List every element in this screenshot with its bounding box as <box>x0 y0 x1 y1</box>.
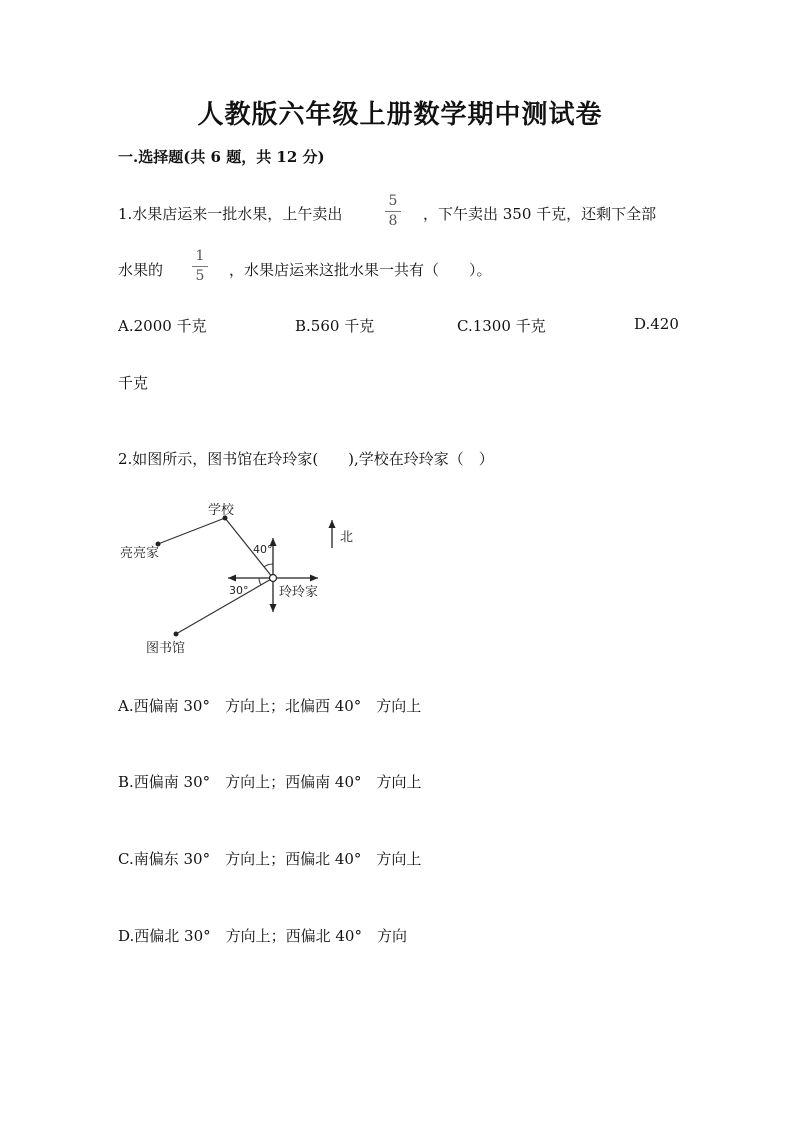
q1-line2-text: 水果的 <box>118 261 164 279</box>
q1-option-b[interactable]: B.560 千克 <box>295 317 375 335</box>
point-lingling <box>270 575 277 582</box>
label-liangliang: 亮亮家 <box>120 546 160 561</box>
q1-option-d-wrap: 千克 <box>118 374 149 392</box>
q2-option-c[interactable]: C.南偏东 30° 方向上；西偏北 40° 方向上 <box>118 850 422 868</box>
fraction-numerator: 5 <box>388 193 398 209</box>
q1-option-c[interactable]: C.1300 千克 <box>457 317 546 335</box>
q1-line2-text-cont: ，水果店运来这批水果一共有（ ）。 <box>229 261 492 279</box>
q1-option-a[interactable]: A.2000 千克 <box>118 317 207 335</box>
line-school-to-liangliang <box>158 518 225 544</box>
q2-option-d[interactable]: D.西偏北 30° 方向上；西偏北 40° 方向 <box>118 927 407 945</box>
point-library <box>174 632 179 637</box>
fraction-denominator: 5 <box>195 268 205 284</box>
label-lingling: 玲玲家 <box>279 585 319 600</box>
angle-arc-30 <box>259 578 261 585</box>
q2-option-b[interactable]: B.西偏南 30° 方向上；西偏南 40° 方向上 <box>118 773 422 791</box>
label-angle-40: 40° <box>253 543 273 556</box>
q2-option-a[interactable]: A.西偏南 30° 方向上；北偏西 40° 方向上 <box>118 697 422 715</box>
q1-option-d[interactable]: D.420 <box>634 315 679 333</box>
page-title: 人教版六年级上册数学期中测试卷 <box>197 100 603 130</box>
section-header: 一.选择题(共 6 题，共 12 分) <box>118 148 325 166</box>
fraction-numerator: 1 <box>195 248 205 264</box>
angle-arc-40 <box>264 564 273 567</box>
label-school: 学校 <box>208 503 235 518</box>
q2-stem: 2.如图所示，图书馆在玲玲家( ),学校在玲玲家（ ） <box>118 450 494 468</box>
label-library: 图书馆 <box>146 641 186 656</box>
fraction-denominator: 8 <box>388 213 398 229</box>
line-to-library <box>176 578 273 634</box>
q1-line1-text: 1.水果店运来一批水果，上午卖出 <box>118 205 343 223</box>
q1-line1-text-cont: ，下午卖出 350 千克，还剩下全部 <box>423 205 657 223</box>
label-angle-30: 30° <box>229 584 249 597</box>
label-north: 北 <box>340 530 354 545</box>
